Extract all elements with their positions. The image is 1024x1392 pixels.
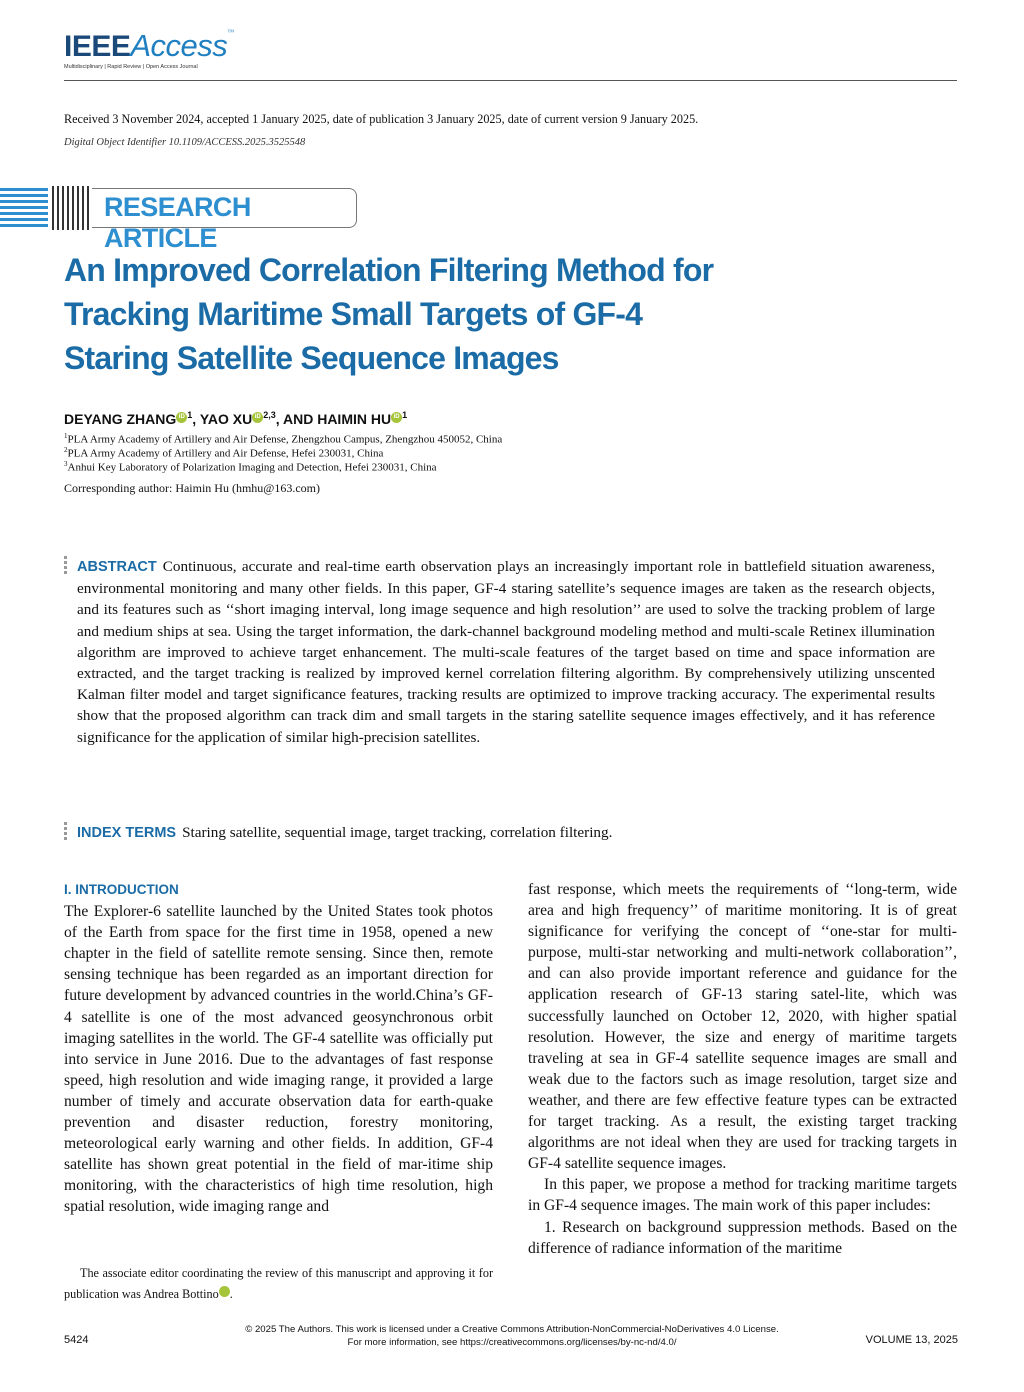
intro-paragraph-1-cont: fast response, which meets the requirements of ‘‘long-term, wide area and high frequency’’ of maritime monitoring. It is of great significance for verifying the concept of ‘‘one-star for multi-purpose, multi-star networking and multi-network collaboration’’, and can also provide important reference and guidance for the application research of GF-13 staring satel-lite, which was successfully launched on October 12, 2020, with higher spatial resolution. However, the size and energy of maritime targets traveling at sea in GF-4 satellite sequence images are small and weak due to the factors such as image resolution, target size and weather, and there are few effective feature types can be extracted for target tracking. As a result, the existing target tracking algorithms are not ideal when they are used for tracking targets in GF-4 satellite sequence images. xyxy=(528,881,957,1173)
abstract-marker xyxy=(64,556,68,576)
index-terms-marker xyxy=(64,822,68,842)
orcid-icon[interactable]: iD xyxy=(391,412,402,423)
left-column xyxy=(64,879,493,1218)
editor-footnote: The associate editor coordinating the review of this manuscript and approving it for publication was Andrea Bottino iD. xyxy=(64,1266,493,1301)
volume-label: VOLUME 13, 2025 xyxy=(865,1334,958,1346)
intro-paragraph-3: 1. Research on background suppression methods. Based on the difference of radiance information of the maritime xyxy=(528,1218,957,1257)
research-article-banner xyxy=(0,186,360,253)
abstract-label: ABSTRACT xyxy=(77,559,157,575)
right-column xyxy=(528,879,957,1259)
index-terms xyxy=(77,822,612,844)
received-dates: Received 3 November 2024, accepted 1 January 2025, date of publication 3 January 2025, date of current version 9 January 2025. xyxy=(64,112,699,126)
corresponding-author: Corresponding author: Haimin Hu (hmhu@163.com) xyxy=(64,481,321,495)
logo-access: Access xyxy=(130,28,228,63)
author-2-affil: 2,3 xyxy=(263,410,276,420)
title-line-2: Tracking Maritime Small Targets of GF-4 xyxy=(64,296,643,332)
author-1-affil: 1 xyxy=(187,410,193,420)
title-line-1: An Improved Correlation Filtering Method for xyxy=(64,252,714,288)
index-terms-text: Staring satellite, sequential image, target tracking, correlation filtering. xyxy=(182,824,613,841)
journal-logo: IEEEAccess™ xyxy=(64,28,235,63)
orcid-icon[interactable]: iD xyxy=(252,412,263,423)
section-heading-introduction: I. INTRODUCTION xyxy=(64,882,179,897)
abstract xyxy=(77,556,935,748)
index-terms-label: INDEX TERMS xyxy=(77,825,177,841)
orcid-icon[interactable]: iD xyxy=(219,1286,230,1297)
author-1: DEYANG ZHANG xyxy=(64,411,177,427)
banner-label: RESEARCH ARTICLE xyxy=(104,192,251,253)
paper-title xyxy=(64,248,824,380)
title-line-3: Staring Satellite Sequence Images xyxy=(64,340,559,376)
affiliation-1: $^1$PLA Army Academy of Artillery and Air Defense, Zhengzhou Campus, Zhengzhou 450052, China xyxy=(64,432,503,446)
license-line-2[interactable]: For more information, see https://creativecommons.org/licenses/by-nc-nd/4.0/ xyxy=(347,1337,677,1348)
header-divider xyxy=(64,80,957,81)
orcid-icon[interactable]: iD xyxy=(176,412,187,423)
logo-ieee: IEEE xyxy=(64,30,131,63)
logo-tagline: Multidisciplinary | Rapid Review | Open Access Journal xyxy=(64,64,198,70)
author-3-affil: 1 xyxy=(402,410,408,420)
abstract-text: Continuous, accurate and real-time earth observation plays an increasingly important role in battlefield situation awareness, environmental monitoring and many other fields. In this paper, GF-4 staring satellite’s sequence images are taken as the research objects, and its features such as ‘‘short imaging interval, long image sequence and high resolution’’ are used to solve the tracking problem of large and medium ships at sea. Using the target information, the dark-channel background modeling method and multi-scale Retinex illumination algorithm are improved to achieve target enhancement. The multi-scale features of the target based on time and space information are extracted, and the target tracking is realized by improved kernel correlation filtering algorithm. By comprehensively utilizing unscented Kalman filter model and target significance features, tracking results are optimized to improve tracking accuracy. The experimental results show that the proposed algorithm can track dim and small targets in the staring satellite sequence images effectively, and it has reference significance for the application of similar high-precision satellites. xyxy=(77,558,935,746)
license-line-1: © 2025 The Authors. This work is licensed under a Creative Commons Attribution-NonCommercial-NoDerivatives 4.0 License. xyxy=(245,1324,779,1335)
author-2: , YAO XU xyxy=(192,411,253,427)
page-number: 5424 xyxy=(64,1334,89,1346)
author-3: , AND HAIMIN HU xyxy=(275,411,392,427)
intro-paragraph-1: The Explorer-6 satellite launched by the United States took photos of the Earth from space for the first time in 1958, opened a new chapter in the field of satellite remote sensing. Since then, remote sensing technique has been regarded as an important direction for future development by advanced countries in the world.China’s GF-4 satellite is one of the most advanced geosynchronous orbit imaging satellites in the world. The GF-4 satellite was officially put into service in June 2016. Due to the advantages of fast response speed, high resolution and wide imaging range, it provided a large number of timely and accurate observation data for earth-quake prevention and disaster reduction, forestry monitoring, meteorological early warning and other fields. In addition, GF-4 satellite has shown great potential in the field of mar-itime ship monitoring, with the characteristics of high time resolution, high spatial resolution, wide imaging range and xyxy=(64,903,493,1216)
affiliation-2: $^2$PLA Army Academy of Artillery and Air Defense, Hefei 230031, China xyxy=(64,446,384,460)
intro-paragraph-2: In this paper, we propose a method for tracking maritime targets in GF-4 sequence images. The main work of this paper includes: xyxy=(528,1176,957,1215)
author-list xyxy=(64,410,407,427)
doi: Digital Object Identifier 10.1109/ACCESS.2025.3525548 xyxy=(64,137,306,148)
affiliation-3: $^3$Anhui Key Laboratory of Polarization Imaging and Detection, Hefei 230031, China xyxy=(64,460,437,474)
